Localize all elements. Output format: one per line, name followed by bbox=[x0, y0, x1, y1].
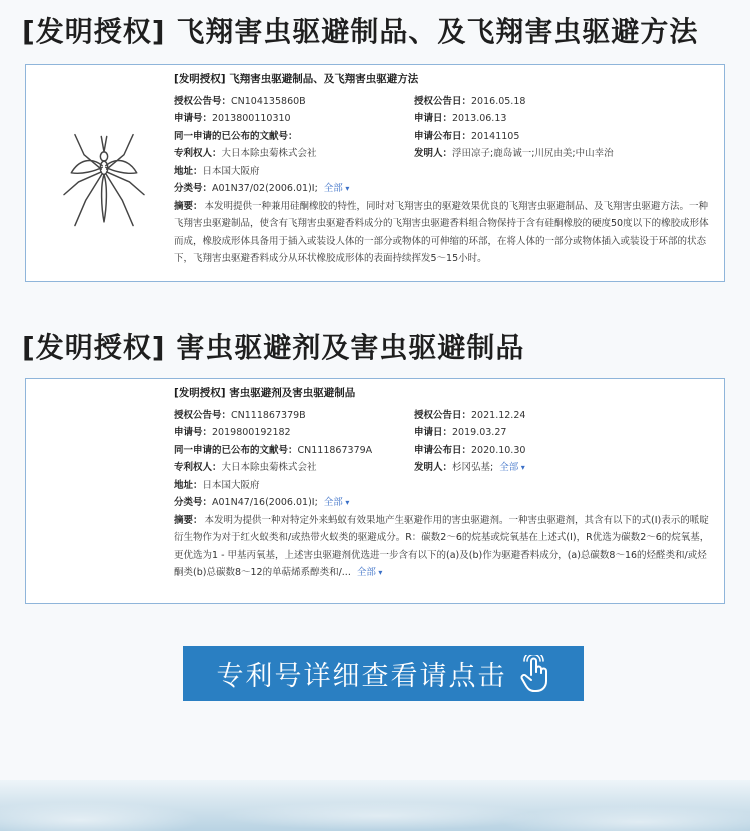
pub-date: 2020.10.30 bbox=[471, 444, 526, 456]
abstract-label: 摘要： bbox=[174, 200, 203, 212]
grant-date-label: 授权公告日： bbox=[414, 409, 472, 421]
address-label: 地址： bbox=[174, 165, 203, 177]
mosquito-icon bbox=[56, 131, 152, 231]
grant-no-label: 授权公告号： bbox=[174, 409, 232, 421]
address: 日本国大阪府 bbox=[202, 479, 260, 491]
class: A01N47/16(2006.01)I; bbox=[212, 497, 318, 508]
grant-date-label: 授权公告日： bbox=[414, 95, 472, 107]
view-patent-details-button[interactable] bbox=[183, 646, 584, 701]
holder: 大日本除虫菊株式会社 bbox=[221, 462, 317, 473]
abstract-text: 本发明为提供一种对特定外来蚂蚁有效果地产生驱避作用的害虫驱避剂。一种害虫驱避剂，其含有以下的式(I)表示的哌啶衍生物作为对于红火蚁类和/或热带火蚁类的驱避成分。R：碳数2～6的烷基或烷氧基在上述式(I)，R优选为碳数2～6的烷氧基，更优选为1 - 甲基丙氧基，上述害虫驱避剂优选进一步含有以下的(a)及(b)作为驱避香料成分，(a)总碳数8～16的烃醛类和/或烃酮类(b)总碳数8～12的单萜烯系醇类和/... bbox=[174, 514, 710, 578]
patent-2-heading: [发明授权] 害虫驱避剂及害虫驱避制品 bbox=[22, 331, 525, 364]
abstract bbox=[174, 512, 716, 582]
holder-label: 专利权人： bbox=[174, 462, 222, 473]
holder-label: 专利权人： bbox=[174, 148, 222, 159]
pub-date-label: 申请公布日： bbox=[414, 444, 472, 456]
abstract bbox=[174, 198, 716, 268]
class-more-link[interactable]: 全部 ▾ bbox=[324, 183, 350, 194]
pub-date: 20141105 bbox=[471, 130, 520, 142]
app-no-label: 申请号： bbox=[174, 427, 213, 438]
class-label: 分类号： bbox=[174, 497, 213, 508]
inventor-label: 发明人： bbox=[414, 148, 453, 159]
abstract-more-link[interactable]: 全部 ▾ bbox=[357, 567, 383, 578]
grant-no: CN104135860B bbox=[231, 95, 306, 107]
patent-1-title[interactable]: [发明授权] 飞翔害虫驱避制品、及飞翔害虫驱避方法 bbox=[174, 73, 419, 85]
app-date-label: 申请日： bbox=[414, 113, 453, 124]
patent-2-card[interactable] bbox=[25, 378, 725, 604]
pointing-hand-icon bbox=[519, 655, 551, 693]
app-date: 2019.03.27 bbox=[452, 427, 507, 438]
address-label: 地址： bbox=[174, 479, 203, 491]
address: 日本国大阪府 bbox=[202, 165, 260, 177]
patent-2-title[interactable]: [发明授权] 害虫驱避剂及害虫驱避制品 bbox=[174, 387, 356, 399]
patent-1-heading: [发明授权] 飞翔害虫驱避制品、及飞翔害虫驱避方法 bbox=[22, 15, 699, 48]
abstract-text: 本发明提供一种兼用硅酮橡胶的特性，同时对飞翔害虫的驱避效果优良的飞翔害虫驱避制品、及飞翔害虫驱避方法。一种飞翔害虫驱避制品，使含有飞翔害虫驱避香料成分的飞翔害虫驱避香料组合物保持于含有硅酮橡胶的硬度50度以下的橡胶成形体而成，橡胶成形体具备用于插入或装设人体的一部分或物体的可伸缩的环部，在将人体的一部分或物体插入或装设于环部的状态下，飞翔害虫驱避香料成分从环状橡胶成形体的表面持续挥发5～15小时。 bbox=[174, 200, 709, 264]
grant-date: 2021.12.24 bbox=[471, 409, 526, 421]
app-date: 2013.06.13 bbox=[452, 113, 507, 124]
class-label: 分类号： bbox=[174, 183, 213, 194]
abstract-label: 摘要： bbox=[174, 514, 203, 526]
decorative-water-band bbox=[0, 780, 750, 831]
app-no: 2013800110310 bbox=[212, 113, 291, 124]
inventor-more-link[interactable]: 全部 ▾ bbox=[499, 462, 525, 473]
grant-no: CN111867379B bbox=[231, 409, 306, 421]
same-app-label: 同一申请的已公布的文献号： bbox=[174, 130, 298, 142]
same-app-label: 同一申请的已公布的文献号： bbox=[174, 444, 298, 456]
inventor-label: 发明人： bbox=[414, 462, 453, 473]
grant-no-label: 授权公告号： bbox=[174, 95, 232, 107]
pub-date-label: 申请公布日： bbox=[414, 130, 472, 142]
holder: 大日本除虫菊株式会社 bbox=[221, 148, 317, 159]
inventor: 浮田凉子;鹿岛诚一;川尻由美;中山幸治 bbox=[452, 148, 614, 159]
app-no: 2019800192182 bbox=[212, 427, 291, 438]
app-no-label: 申请号： bbox=[174, 113, 213, 124]
inventor: 杉冈弘基; bbox=[452, 462, 494, 473]
app-date-label: 申请日： bbox=[414, 427, 453, 438]
patent-1-card[interactable] bbox=[25, 64, 725, 282]
class-more-link[interactable]: 全部 ▾ bbox=[324, 497, 350, 508]
grant-date: 2016.05.18 bbox=[471, 95, 526, 107]
class: A01N37/02(2006.01)I; bbox=[212, 183, 318, 194]
same-app: CN111867379A bbox=[297, 444, 373, 456]
cta-label: 专利号详细查看请点击 bbox=[216, 661, 507, 692]
